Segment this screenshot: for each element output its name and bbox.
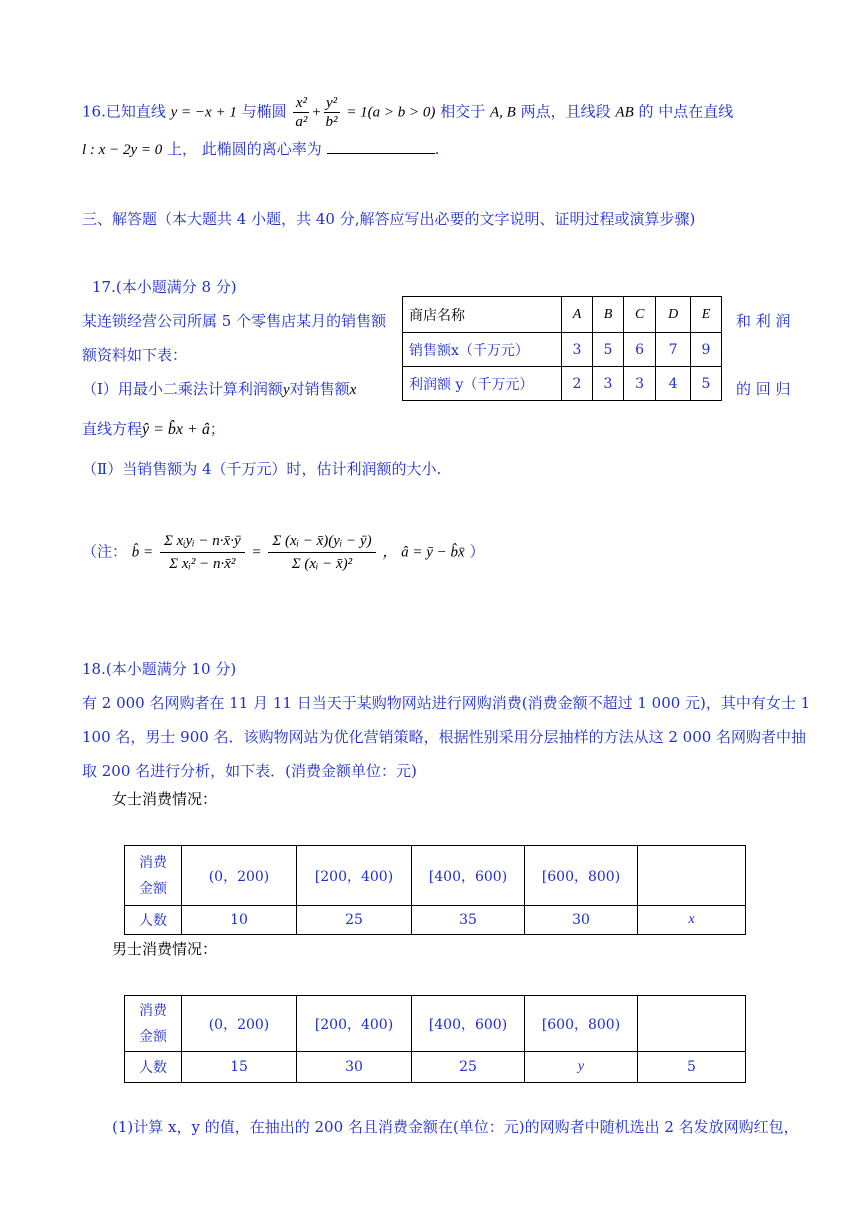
q17-l3-x: x (349, 382, 357, 398)
q17-line3-right: 的 回 归 (736, 380, 791, 398)
q17-l4-end: ； (209, 420, 225, 438)
table-cell: y (525, 1052, 638, 1083)
table-cell: 人数 (125, 906, 182, 935)
table-cell (125, 996, 182, 1052)
table-cell: 3 (623, 367, 655, 401)
q16-points: A, B (490, 104, 516, 121)
table-row (403, 297, 722, 333)
q16-prefix: 16.已知直线 (82, 102, 166, 121)
note-frac2-den: Σ (xᵢ − x̄)² (291, 556, 353, 572)
q16-mid1: 与椭圆 (241, 102, 287, 121)
table-cell: [400，600) (412, 996, 525, 1052)
table-cell: 3 (592, 367, 623, 401)
cell-text: 金额 (139, 1028, 167, 1045)
table-cell: (0，200) (182, 996, 297, 1052)
q18-part1: (1)计算 x，y 的值，在抽出的 200 名且消费金额在(单位：元)的网购者中随机选出 2 名发放网购红包， (112, 1118, 799, 1136)
table-cell: 7 (656, 333, 691, 367)
table-cell: E (691, 297, 722, 333)
table-cell: 35 (412, 906, 525, 935)
table-cell: A (562, 297, 593, 333)
note-b-hat: b̂ = (131, 544, 154, 561)
q16-frac1-num: x² (293, 94, 309, 113)
q16-mid3: 两点，且线段 (520, 102, 611, 121)
table-row (125, 996, 746, 1052)
q17-line4 (82, 418, 225, 439)
q17-line1: 某连锁经营公司所属 5 个零售店某月的销售额 (82, 312, 387, 330)
male-label: 男士消费情况： (112, 940, 218, 958)
q17-note: （注： b̂ = $\frac{\text{Σ xᵢyᵢ − n·x̄·ȳ}}{\text{Σ xᵢ² − n·x̄²}}$ = $\frac{\text{Σ (xᵢ − x̄)(yᵢ − ȳ)}}{\text{Σ (xᵢ − x̄)²}}$ ， â = ȳ − b̂x̄ ） (82, 526, 484, 579)
table-cell: x (638, 906, 746, 935)
note-frac1-den: Σ xᵢ² − n·x̄² (169, 556, 236, 572)
table-cell (125, 846, 182, 906)
table-row (125, 846, 746, 906)
table-cell: 4 (656, 367, 691, 401)
table-cell: 利润额 y（千万元） (403, 367, 562, 401)
q16-line1: 16.已知直线 y = −x + 1 与椭圆 $\frac{\text{x²}}{\text{a²}}$ + $\frac{\text{y²}}{\text{b²}}$ = 1(a > b > 0) 相交于 A, B 两点，且线段 AB 的 中点在直线 (82, 95, 734, 130)
table-cell: [400，600) (412, 846, 525, 906)
q18-header: 18.(本小题满分 10 分) (82, 660, 237, 678)
table-cell: 5 (691, 367, 722, 401)
q18-para-line2: 100 名，男士 900 名．该购物网站为优化营销策略，根据性别采用分层抽样的方法从这 2 000 名网购者中抽 (82, 728, 807, 746)
table-cell: 6 (623, 333, 655, 367)
q16-frac1 (293, 94, 309, 131)
table-row (125, 1052, 746, 1083)
table-cell: [600，800) (525, 846, 638, 906)
table-cell: (0，200) (182, 846, 297, 906)
table-cell: 25 (297, 906, 412, 935)
q17-header: 17.(本小题满分 8 分) (92, 278, 237, 296)
table-cell: D (656, 297, 691, 333)
q17-line1-right: 和 利 润 (736, 312, 791, 330)
table-cell: 30 (525, 906, 638, 935)
note-frac1 (160, 526, 245, 579)
note-frac2-num: Σ (xᵢ − x̄)(yᵢ − ȳ) (268, 526, 375, 553)
female-spending-table (124, 845, 746, 935)
table-cell: 2 (562, 367, 593, 401)
q16-frac2-num: y² (324, 94, 340, 113)
table-cell: 30 (297, 1052, 412, 1083)
table-cell: C (623, 297, 655, 333)
table-cell (638, 846, 746, 906)
note-frac1-num: Σ xᵢyᵢ − n·x̄·ȳ (160, 526, 245, 553)
table-cell: 销售额x（千万元） (403, 333, 562, 367)
cell-text: 消费 (139, 854, 167, 871)
table-cell: 10 (182, 906, 297, 935)
table-cell: 25 (412, 1052, 525, 1083)
table-cell: 3 (562, 333, 593, 367)
q17-line2: 额资料如下表： (82, 346, 188, 364)
table-row (403, 333, 722, 367)
section-3-heading: 三、解答题（本大题共 4 小题，共 40 分,解答应写出必要的文字说明、证明过程或演算步骤) (82, 210, 696, 228)
table-cell: [600，800) (525, 996, 638, 1052)
q17-line5: （Ⅱ）当销售额为 4（千万元）时，估计利润额的大小. (82, 460, 442, 478)
table-cell: [200，400) (297, 996, 412, 1052)
q17-regression-eq: ŷ = b̂x + â (142, 421, 210, 438)
q18-para-line1: 有 2 000 名网购者在 11 月 11 日当天于某购物网站进行网购消费(消费金额不超过 1 000 元)，其中有女士 1 (82, 694, 811, 712)
table-cell: B (592, 297, 623, 333)
table-cell: 人数 (125, 1052, 182, 1083)
table-row (403, 367, 722, 401)
note-a-hat: ， â = ȳ − b̂x̄ (382, 544, 465, 561)
note-suffix: ） (469, 542, 485, 561)
cell-text: 金额 (139, 880, 167, 897)
note-prefix: （注： (82, 542, 128, 561)
table-cell: 5 (592, 333, 623, 367)
table-cell: 9 (691, 333, 722, 367)
q16-frac1-den: a² (295, 114, 308, 130)
q16-seg: AB (615, 104, 634, 121)
table-cell: 15 (182, 1052, 297, 1083)
q16-frac2-den: b² (325, 114, 338, 130)
answer-blank[interactable] (327, 139, 435, 154)
q16-frac2 (324, 94, 340, 131)
table-row (125, 906, 746, 935)
q17-l3-y: y (282, 382, 290, 398)
table-cell (638, 996, 746, 1052)
q18-para-line3: 取 200 名进行分析，如下表．(消费金额单位：元) (82, 762, 417, 780)
female-label: 女士消费情况： (112, 790, 218, 808)
q16-mid4: 的 中点在直线 (638, 102, 734, 121)
table-cell: [200，400) (297, 846, 412, 906)
table-cell: 商店名称 (403, 297, 562, 333)
male-spending-table (124, 995, 746, 1083)
q17-l4-text: 直线方程 (82, 420, 143, 438)
q17-l3-text: （Ⅰ）用最小二乘法计算利润额 (82, 380, 283, 398)
q17-store-table (402, 296, 722, 401)
q16-period: . (434, 140, 440, 158)
q16-line-eq: y = −x + 1 (170, 104, 237, 121)
q16-tail: 上， 此椭圆的离心率为 (167, 140, 322, 158)
q16-line2 (82, 138, 439, 159)
cell-text: 消费 (139, 1002, 167, 1019)
q17-line3 (82, 378, 356, 399)
q17-l3-mid: 对销售额 (289, 380, 350, 398)
q16-line2-eq: l : x − 2y = 0 (82, 142, 163, 158)
note-frac2 (268, 526, 375, 579)
q16-mid2: 相交于 (440, 102, 486, 121)
table-cell: 5 (638, 1052, 746, 1083)
q16-ellipse-rest: = 1(a > b > 0) (346, 104, 436, 121)
